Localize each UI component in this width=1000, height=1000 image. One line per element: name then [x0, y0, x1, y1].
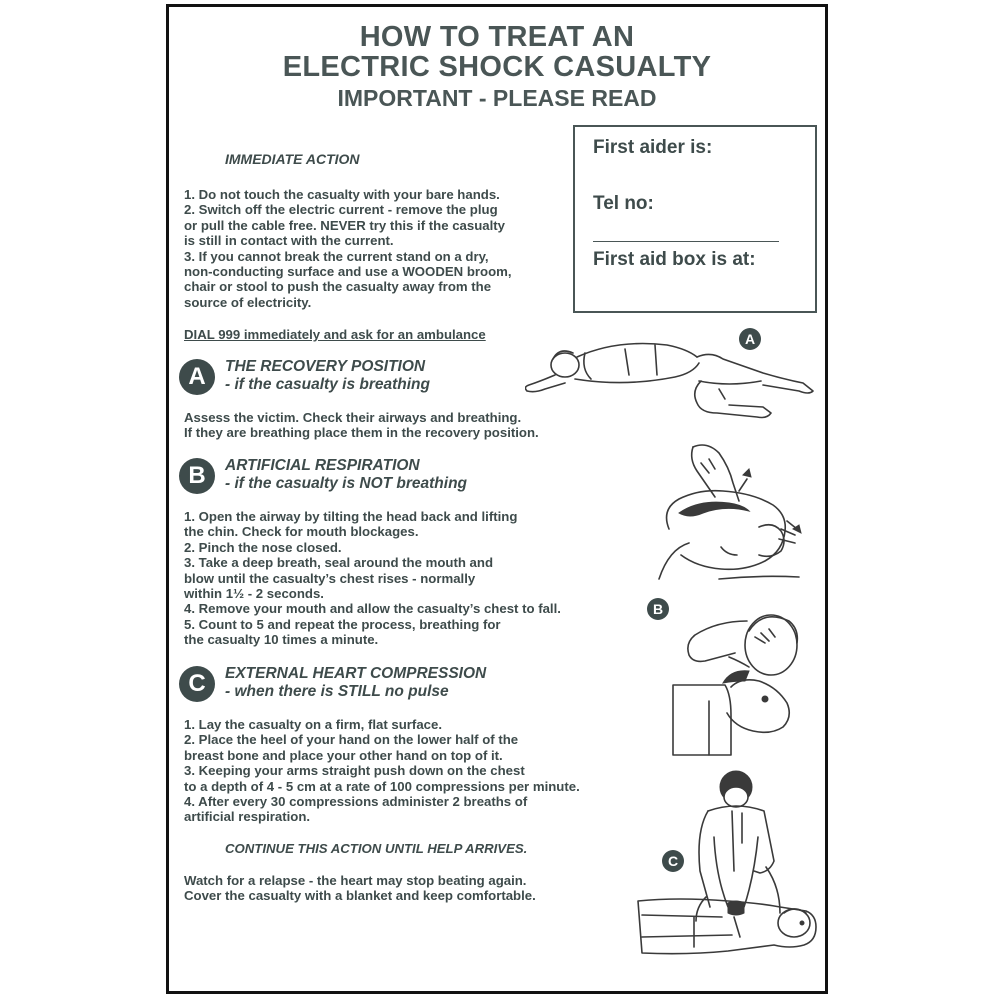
immediate-action-text — [184, 187, 512, 310]
footer-line: Watch for a relapse - the heart may stop beating again. — [184, 873, 527, 888]
section-b-line: 2. Pinch the nose closed. — [184, 539, 342, 555]
section-c-line: to a depth of 4 - 5 cm at a rate of 100 compressions per minute. — [184, 778, 580, 794]
immediate-line: 2. Switch off the electric current - remove the plug — [184, 202, 498, 218]
sign-title-line-2: ELECTRIC SHOCK CASUALTY — [282, 51, 712, 83]
section-a-text — [184, 410, 539, 441]
immediate-line: 1. Do not touch the casualty with your bare hands. — [184, 187, 500, 202]
continue-action-text: CONTINUE THIS ACTION UNTIL HELP ARRIVES. — [225, 841, 528, 856]
footer-text — [184, 873, 536, 904]
sign-title-line-1: HOW TO TREAT AN — [359, 21, 635, 53]
section-c-text — [184, 717, 580, 825]
immediate-action-heading: IMMEDIATE ACTION — [225, 151, 360, 167]
immediate-line: is still in contact with the current. — [184, 233, 394, 249]
section-a-line: Assess the victim. Check their airways and breathing. — [184, 410, 522, 425]
immediate-line: non-conducting surface and use a WOODEN broom, — [184, 264, 512, 280]
immediate-line: source of electricity. — [184, 294, 312, 310]
section-b-line: within 1½ - 2 seconds. — [184, 586, 324, 602]
section-a-title: THE RECOVERY POSITION — [225, 358, 426, 375]
mouth-to-mouth-icon — [669, 601, 819, 765]
chest-compression-icon — [634, 767, 820, 977]
section-c-title: EXTERNAL HEART COMPRESSION — [225, 665, 487, 682]
section-b-badge: B — [179, 458, 215, 494]
section-c-line: 3. Keeping your arms straight push down on the chest — [184, 763, 525, 779]
first-aider-label: First aider is: — [593, 137, 713, 158]
immediate-line: 3. If you cannot break the current stand on a dry, — [184, 248, 489, 264]
illustration-label-b: B — [647, 598, 669, 620]
recovery-position-icon — [525, 329, 821, 429]
sign-subtitle: IMPORTANT - PLEASE READ — [337, 85, 657, 111]
section-c-line: 4. After every 30 compressions administer 2 breaths of — [184, 794, 528, 810]
illustration-label-a: A — [739, 328, 761, 350]
tel-label: Tel no: — [593, 193, 654, 214]
illustration-label-c: C — [662, 850, 684, 872]
section-a-line: If they are breathing place them in the recovery position. — [184, 425, 539, 441]
immediate-line: or pull the cable free. NEVER try this if the casualty — [184, 217, 505, 233]
immediate-line: chair or stool to push the casualty away from the — [184, 279, 492, 295]
first-aid-info-box — [573, 125, 817, 313]
section-c-line: breast bone and place your other hand on top of it. — [184, 747, 503, 763]
section-b-line: blow until the casualty’s chest rises - normally — [184, 570, 476, 586]
footer-line: Cover the casualty with a blanket and keep comfortable. — [184, 888, 536, 904]
section-c-line: 1. Lay the casualty on a firm, flat surface. — [184, 717, 442, 732]
section-c-badge: C — [179, 666, 215, 702]
section-b-line: the chin. Check for mouth blockages. — [184, 524, 419, 540]
section-a-badge: A — [179, 359, 215, 395]
section-b-line: 4. Remove your mouth and allow the casualty’s chest to fall. — [184, 601, 561, 617]
info-divider — [593, 241, 779, 242]
section-b-subtitle: - if the casualty is NOT breathing — [225, 475, 468, 492]
section-b-line: 1. Open the airway by tilting the head back and lifting — [184, 509, 518, 524]
first-aid-box-label: First aid box is at: — [593, 249, 756, 270]
section-b-title: ARTIFICIAL RESPIRATION — [225, 457, 420, 474]
section-b-text — [184, 509, 561, 648]
head-tilt-icon — [649, 439, 819, 589]
section-b-line: 5. Count to 5 and repeat the process, breathing for — [184, 616, 501, 632]
section-b-line: 3. Take a deep breath, seal around the mouth and — [184, 555, 493, 571]
section-a-subtitle: - if the casualty is breathing — [225, 376, 430, 393]
section-c-line: 2. Place the heel of your hand on the lower half of the — [184, 732, 519, 748]
safety-sign — [166, 4, 828, 994]
dial-999-text: DIAL 999 immediately and ask for an ambulance — [184, 327, 486, 342]
section-c-subtitle: - when there is STILL no pulse — [225, 683, 449, 700]
section-b-line: the casualty 10 times a minute. — [184, 632, 379, 648]
section-c-line: artificial respiration. — [184, 809, 311, 825]
